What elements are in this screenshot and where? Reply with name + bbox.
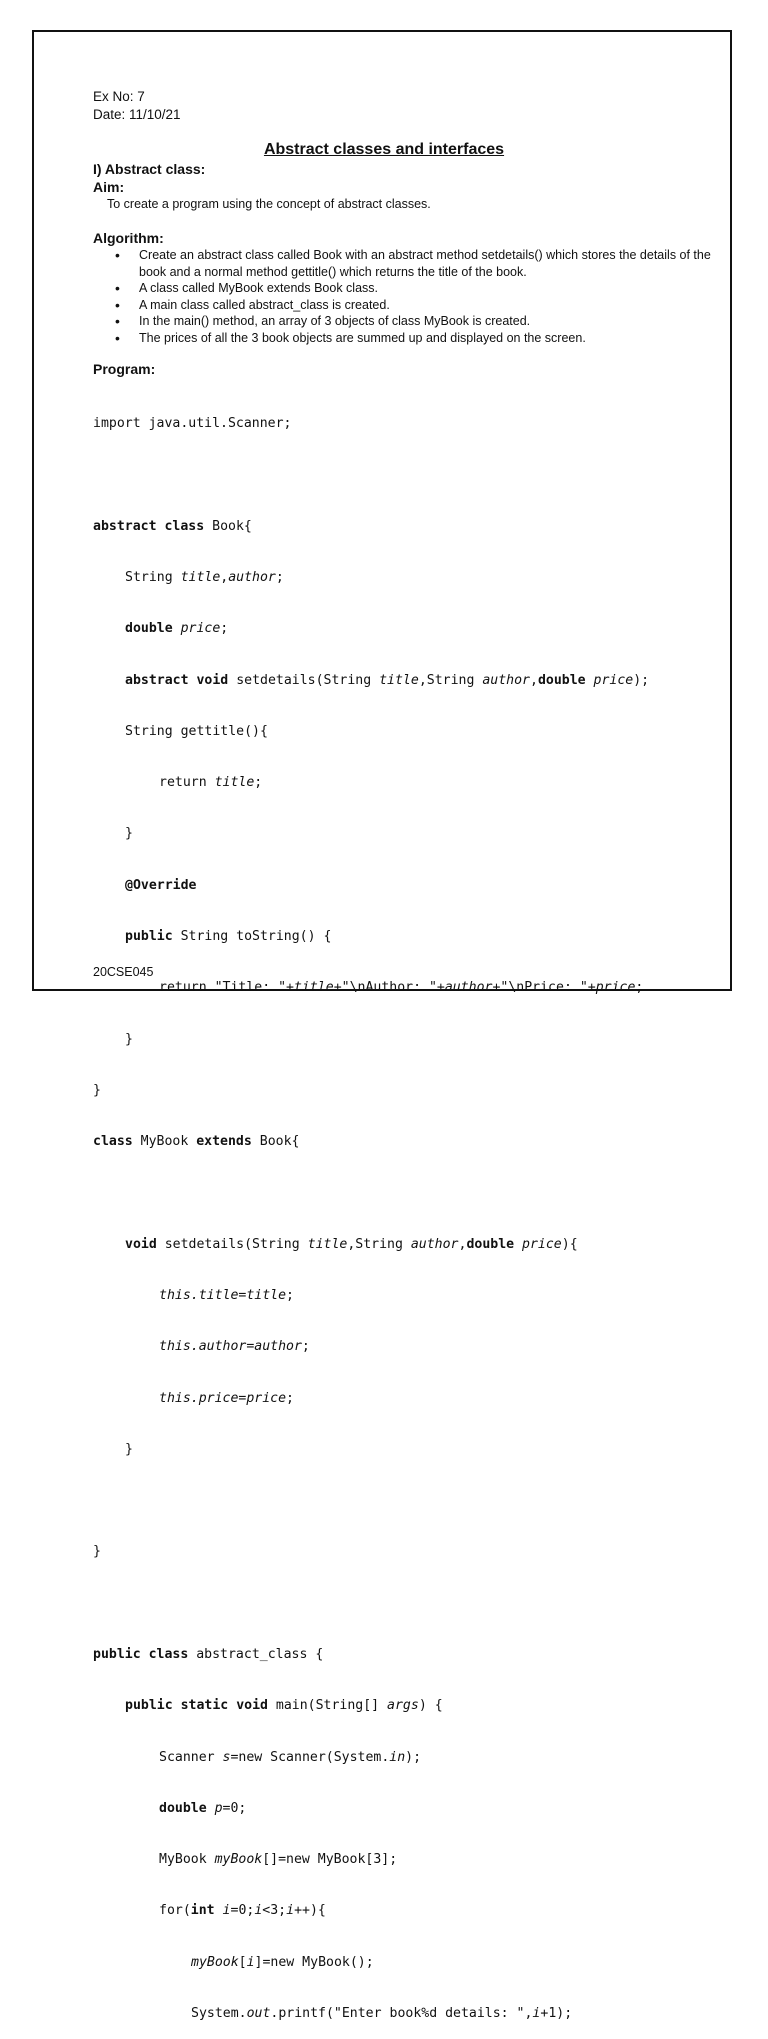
code-token: price: [593, 672, 634, 688]
code-token: ;: [286, 1390, 294, 1406]
code-line: [93, 1184, 649, 1201]
code-token: [514, 1237, 522, 1252]
code-token: p: [214, 1800, 223, 1816]
code-token: ;: [635, 980, 644, 996]
code-token: ){: [561, 1236, 578, 1252]
code-token: out: [246, 2005, 271, 2021]
code-token: double: [159, 1800, 207, 1816]
code-token: double: [125, 621, 173, 637]
code-token: +1);: [540, 2005, 573, 2021]
code-token: abstract: [93, 518, 157, 534]
code-token: String: [355, 1236, 411, 1252]
code-token: title: [307, 1236, 348, 1252]
code-token: [215, 1903, 223, 1918]
code-token: abstract: [125, 672, 189, 688]
code-line: [93, 979, 649, 996]
code-token: Book{: [251, 1134, 300, 1150]
code-token: class: [148, 1646, 189, 1662]
code-token: ++){: [294, 1903, 326, 1919]
code-token: class: [164, 518, 205, 534]
code-line: [93, 620, 649, 637]
code-token: i: [532, 2005, 541, 2021]
code-token: String toString() {: [172, 929, 332, 944]
code-token: void: [125, 1236, 157, 1252]
code-line: [93, 723, 649, 740]
code-token: title: [180, 570, 221, 586]
code-token: ;: [275, 570, 284, 586]
code-token: ,: [458, 1236, 467, 1252]
code-token: [: [238, 1954, 247, 1970]
code-line: [93, 1954, 649, 1971]
code-token: <3;: [262, 1903, 287, 1919]
code-line: [93, 877, 649, 894]
code-token: );: [633, 672, 650, 688]
code-token: public: [93, 1646, 141, 1662]
code-token: s: [222, 1749, 231, 1765]
code-line: [93, 1697, 649, 1714]
code-line: [93, 1749, 649, 1766]
algorithm-list: [93, 247, 729, 346]
code-token: return: [159, 775, 215, 791]
code-line: [93, 1133, 649, 1150]
code-token: for(: [159, 1903, 191, 1919]
code-line: [93, 774, 649, 791]
code-line: [93, 1031, 649, 1048]
code-token: ;: [254, 775, 263, 791]
code-token: +"\nAuthor: "+: [333, 980, 445, 996]
code-token: ,: [220, 570, 229, 586]
code-token: }: [93, 1082, 101, 1098]
code-block: [93, 381, 649, 2039]
exercise-date: Date: 11/10/21: [93, 107, 181, 122]
code-token: ,: [347, 1236, 356, 1252]
code-token: String: [426, 672, 483, 688]
code-line: [93, 928, 649, 945]
code-token: String: [125, 570, 181, 586]
code-token: [207, 1801, 215, 1816]
code-token: }: [93, 1544, 101, 1560]
code-token: this.price=price: [159, 1390, 287, 1406]
code-token: i: [222, 1903, 231, 1919]
code-token: price: [595, 980, 636, 996]
code-token: Scanner: [159, 1749, 223, 1765]
code-token: title: [214, 775, 255, 791]
code-token: double: [537, 672, 586, 688]
code-line: [93, 569, 649, 586]
code-token: author: [482, 672, 530, 688]
code-token: class: [93, 1134, 133, 1150]
aim-text: To create a program using the concept of abstract classes.: [107, 197, 431, 211]
code-token: +"\nPrice: "+: [492, 980, 596, 996]
algorithm-step: • In the main() method, an array of 3 objects of class MyBook is created.: [139, 313, 729, 330]
code-token: static: [180, 1698, 229, 1714]
code-line: [93, 1646, 649, 1663]
code-token: =new Scanner(System.: [230, 1749, 390, 1765]
code-line: [93, 1902, 649, 1919]
code-line: [93, 1492, 649, 1509]
program-heading: Program:: [93, 361, 156, 377]
code-token: import java.util.Scanner;: [93, 416, 292, 432]
algorithm-step: • Create an abstract class called Book with an abstract method setdetails() which stores the details of the book and a normal method gettitle() which returns the title of the book.: [139, 247, 729, 280]
algorithm-heading: Algorithm:: [93, 230, 164, 246]
code-token: myBook: [191, 1954, 239, 1970]
code-line: [93, 672, 649, 689]
code-token: int: [190, 1903, 215, 1919]
code-token: setdetails(String: [156, 1236, 308, 1252]
code-token: in: [389, 1749, 406, 1765]
code-token: myBook: [214, 1852, 263, 1868]
code-token: this.title=title: [159, 1287, 287, 1303]
code-token: ,: [418, 672, 427, 688]
code-token: double: [466, 1236, 515, 1252]
code-token: [173, 1698, 181, 1713]
code-token: extends: [196, 1134, 252, 1150]
code-token: public: [125, 929, 173, 944]
code-token: ;: [286, 1287, 294, 1303]
code-token: price: [180, 621, 221, 637]
code-token: String gettitle(){: [125, 723, 268, 739]
code-token: }: [125, 826, 133, 842]
code-line: [93, 1338, 649, 1355]
code-token: abstract_class {: [188, 1646, 324, 1662]
code-token: [141, 1647, 149, 1662]
code-token: MyBook: [159, 1852, 215, 1868]
section-heading: I) Abstract class:: [93, 161, 206, 177]
code-token: );: [405, 1749, 422, 1765]
code-token: author: [228, 570, 276, 586]
code-token: title: [379, 672, 419, 688]
code-token: setdetails(String: [228, 672, 380, 688]
code-token: [586, 673, 594, 688]
code-token: i: [286, 1903, 295, 1919]
code-line: [93, 1390, 649, 1407]
code-token: System.: [191, 2005, 247, 2021]
code-line: [93, 1441, 649, 1458]
code-token: [173, 621, 181, 636]
code-token: return "Title: "+: [159, 980, 294, 996]
code-token: []=new MyBook[3];: [262, 1852, 398, 1868]
code-token: =0;: [230, 1903, 255, 1919]
code-token: main(String[]: [267, 1698, 388, 1714]
code-token: ;: [301, 1339, 310, 1355]
code-token: void: [196, 672, 229, 688]
code-token: i: [254, 1903, 263, 1919]
code-token: price: [522, 1236, 562, 1252]
code-token: [228, 1698, 236, 1713]
code-line: [93, 1082, 649, 1099]
document-title: Abstract classes and interfaces: [263, 141, 505, 158]
code-line: [93, 1851, 649, 1868]
code-token: ]=new MyBook();: [254, 1954, 374, 1970]
code-line: [93, 1236, 649, 1253]
code-token: MyBook: [132, 1134, 197, 1150]
code-token: args: [387, 1698, 419, 1714]
code-line: [93, 415, 649, 432]
code-line: [93, 518, 649, 535]
code-line: [93, 1287, 649, 1304]
code-line: [93, 1543, 649, 1560]
code-token: public: [125, 1698, 173, 1714]
code-token: title: [293, 980, 334, 996]
code-line: [93, 1800, 649, 1817]
algorithm-step: • A main class called abstract_class is created.: [139, 297, 729, 314]
code-token: .printf("Enter book%d details: ",: [270, 2005, 533, 2021]
code-token: Book{: [204, 518, 252, 534]
algorithm-step: • A class called MyBook extends Book class.: [139, 280, 729, 297]
code-token: this.author=author: [159, 1339, 302, 1355]
footer-roll-number: 20CSE045: [93, 965, 154, 979]
code-token: }: [125, 1441, 133, 1457]
code-token: void: [236, 1698, 268, 1714]
exercise-number: Ex No: 7: [93, 89, 145, 104]
code-token: ,: [529, 672, 538, 688]
code-token: ) {: [418, 1698, 443, 1714]
code-token: =0;: [222, 1800, 247, 1816]
code-token: i: [246, 1954, 255, 1970]
code-line: [93, 2005, 649, 2022]
code-token: author: [410, 1236, 459, 1252]
code-token: ;: [220, 621, 229, 637]
code-line: [93, 825, 649, 842]
code-token: }: [125, 1031, 133, 1047]
code-line: [93, 1595, 649, 1612]
code-token: @Override: [125, 877, 197, 893]
algorithm-step: • The prices of all the 3 book objects are summed up and displayed on the screen.: [139, 330, 729, 347]
code-line: [93, 466, 649, 483]
aim-heading: Aim:: [93, 179, 125, 195]
code-token: author: [444, 980, 493, 996]
